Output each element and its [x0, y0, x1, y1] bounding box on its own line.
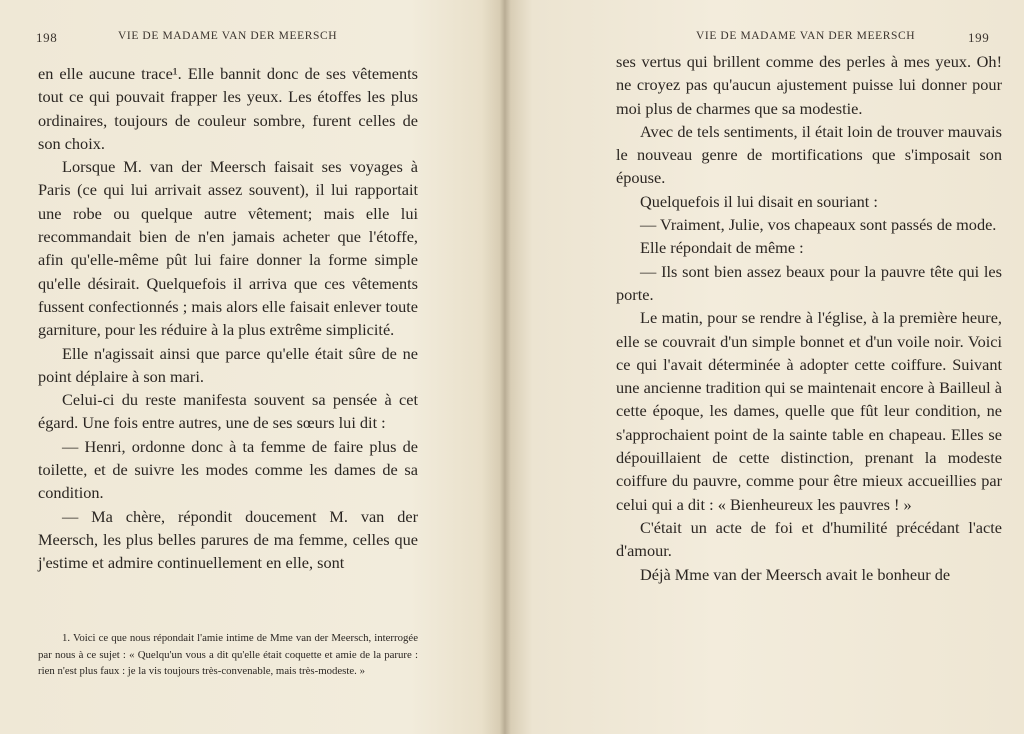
paragraph: Avec de tels sentiments, il était loin de trouver mauvais le nouveau genre de mortifications que s'imposait son épouse. [616, 121, 1002, 188]
paragraph: — Vraiment, Julie, vos chapeaux sont passés de mode. [640, 215, 997, 235]
paragraph: Celui-ci du reste manifesta souvent sa pensée à cet égard. Une fois entre autres, une de ses sœurs lui dit : [38, 390, 418, 433]
paragraph: — Ils sont bien assez beaux pour la pauvre tête qui les porte. [616, 261, 1002, 304]
paragraph: Déjà Mme van der Meersch avait le bonheur de [640, 564, 951, 584]
left-page [0, 0, 500, 734]
running-head: VIE DE MADAME VAN DER MEERSCH [118, 30, 338, 42]
footnote [38, 630, 418, 680]
paragraph: Elle répondait de même : [640, 238, 804, 258]
right-page [506, 0, 1024, 734]
paragraph: — Ma chère, répondit doucement M. van der Meersch, les plus belles parures de ma femme, celles que j'estime et admire continuellement en elle, sont [38, 506, 418, 573]
paragraph: — Henri, ordonne donc à ta femme de faire plus de toilette, et de suivre les modes comme les dames de sa condition. [38, 436, 418, 503]
paragraph: Quelquefois il lui disait en souriant : [640, 191, 878, 211]
page-number: 198 [36, 30, 58, 45]
paragraph: Lorsque M. van der Meersch faisait ses voyages à Paris (ce qui lui arrivait assez souvent), il lui rapportait une robe ou quelque autre vêtement; mais elle lui recommandait bien de n'en jamais acheter que l'étoffe, afin qu'elle-même pût lui faire donner la forme simple qu'elle désirait. Quelquefois il arriva que ces vêtements fussent confectionnés ; mais alors elle faisait enlever toute garniture, pour les réduire à la plus extrême simplicité. [38, 157, 418, 340]
running-head: VIE DE MADAME VAN DER MEERSCH [696, 30, 916, 42]
paragraph: Le matin, pour se rendre à l'église, à la première heure, elle se couvrait d'un simple bonnet et d'un voile noir. Voici ce qui l'avait déterminée à adopter cette coiffure. Suivant une ancienne tradition qui se maintenait encore à Bailleul à cette époque, les dames, quelle que fût leur condition, ne s'approchaient point de la sainte table en chapeau. Elles se dépouillaient de cette distinction, prenant la modeste coiffure du pauvre, comme pour être mieux accueillies par celui qui a dit : « Bienheureux les pauvres ! » [616, 308, 1002, 514]
paragraph: ses vertus qui brillent comme des perles à mes yeux. Oh! ne croyez pas qu'aucun ajustement puisse lui donner pour moi plus de charmes que sa modestie. [616, 52, 1002, 118]
footnote-text: 1. Voici ce que nous répondait l'amie intime de Mme van der Meersch, interrogée par nous à ce sujet : « Quelqu'un vous a dit qu'elle était coquette et amie de la parure : rien n'est plus faux : je la vis toujours très-convenable, mais très-modeste. » [38, 632, 418, 678]
body-text [38, 62, 418, 575]
page-number: 199 [968, 30, 990, 45]
paragraph: C'était un acte de foi et d'humilité précédant l'acte d'amour. [616, 517, 1002, 561]
body-text [616, 50, 1002, 586]
paragraph: en elle aucune trace¹. Elle bannit donc de ses vêtements tout ce qui pouvait frapper les yeux. Les étoffes les plus ordinaires, toujours de couleur sombre, furent celles de son choix. [38, 64, 418, 153]
paragraph: Elle n'agissait ainsi que parce qu'elle était sûre de ne point déplaire à son mari. [38, 343, 418, 386]
